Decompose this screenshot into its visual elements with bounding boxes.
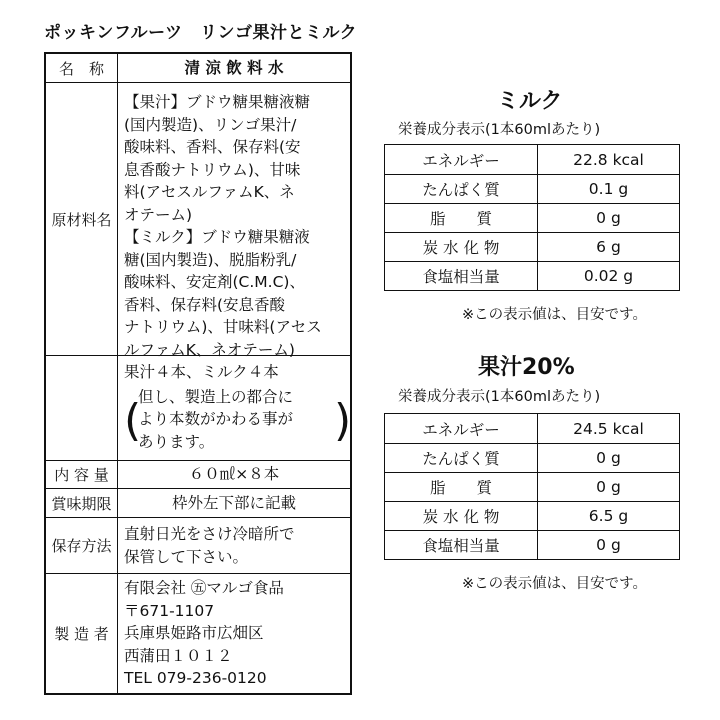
nutrition-value: 0 g	[596, 536, 621, 554]
ingredients-line: 酸味料、香料、保存料(安	[124, 138, 301, 156]
ingredients-header: 原材料名	[46, 83, 118, 355]
maker-row	[46, 573, 350, 693]
storage-row	[46, 517, 350, 573]
milk-nutrition-title: ミルク	[497, 89, 563, 114]
storage-value	[118, 518, 350, 573]
nutrition-row	[385, 472, 679, 501]
expiry-value: 枠外左下部に記載	[171, 493, 296, 512]
nutrition-label: たんぱく質	[385, 444, 538, 472]
contents-note-line: より本数がかわる事が	[138, 410, 294, 428]
ingredients-line: ルファムK、ネオテーム)	[124, 340, 295, 359]
nutrition-value: 0 g	[596, 449, 621, 467]
ingredients-line: 息香酸ナトリウム)、甘味	[124, 160, 301, 179]
nutrition-row	[385, 443, 679, 472]
maker-header: 製 造 者	[46, 574, 118, 693]
nutrition-label: 食塩相当量	[385, 531, 538, 559]
nutrition-row	[385, 261, 679, 290]
nutrition-row	[385, 232, 679, 261]
nutrition-label: エネルギー	[385, 414, 538, 443]
juice-nutrition-subtitle: 栄養成分表示(1本60mlあたり)	[398, 389, 601, 405]
ingredients-line: (国内製造)、リンゴ果汁/	[124, 115, 297, 134]
nutrition-value: 0.1 g	[588, 180, 629, 198]
nutrition-row	[385, 414, 679, 443]
nutrition-value: 0 g	[596, 209, 621, 227]
nutrition-label: たんぱく質	[385, 175, 538, 203]
contents-summary: 果汁４本、ミルク４本	[124, 363, 279, 381]
nutrition-row	[385, 145, 679, 174]
maker-line: 〒671-1107	[124, 601, 215, 620]
name-row	[46, 54, 350, 82]
ingredients-line: 【ミルク】ブドウ糖果糖液	[124, 228, 310, 246]
volume-value: ６０㎖×８本	[188, 465, 280, 484]
contents-row	[46, 355, 350, 460]
juice-nutrition-note: ※この表示値は、目安です。	[462, 576, 647, 592]
ingredients-line: 糖(国内製造)、脱脂粉乳/	[124, 250, 297, 269]
nutrition-label: 食塩相当量	[385, 262, 538, 290]
nutrition-value: 24.5 kcal	[573, 419, 644, 438]
volume-header: 内 容 量	[46, 461, 118, 488]
nutrition-label: 脂 質	[385, 473, 538, 501]
milk-nutrition-note: ※この表示値は、目安です。	[462, 307, 647, 323]
milk-nutrition-subtitle: 栄養成分表示(1本60mlあたり)	[398, 122, 601, 138]
ingredients-line: 酸味料、安定剤(C.M.C)、	[124, 273, 305, 291]
ingredients-line: 料(アセスルファムK、ネ	[124, 183, 295, 201]
maker-line: TEL 079-236-0120	[124, 669, 267, 688]
open-paren-glyph: (	[124, 394, 142, 446]
nutrition-value: 0.02 g	[583, 267, 634, 285]
contents-header	[46, 356, 118, 460]
nutrition-label: 炭 水 化 物	[385, 233, 538, 261]
nutrition-row	[385, 530, 679, 559]
product-label-table	[44, 52, 352, 695]
nutrition-label: 炭 水 化 物	[385, 502, 538, 530]
contents-note-line: 但し、製造上の都合に	[138, 387, 294, 406]
storage-line: 保管して下さい。	[124, 547, 249, 566]
milk-nutrition-table	[384, 144, 680, 291]
nutrition-value: 0 g	[596, 478, 621, 496]
name-value: 清 涼 飲 料 水	[184, 58, 284, 77]
contents-value	[118, 356, 350, 460]
contents-note-line: あります。	[138, 432, 215, 451]
nutrition-row	[385, 174, 679, 203]
nutrition-value: 22.8 kcal	[573, 150, 644, 169]
ingredients-row	[46, 82, 350, 359]
product-title: ポッキンフルーツ リンゴ果汁とミルク	[44, 23, 358, 43]
ingredients-line: オテーム)	[124, 205, 193, 224]
juice-nutrition-title: 果汁20%	[478, 355, 575, 380]
storage-line: 直射日光をさけ冷暗所で	[124, 525, 295, 543]
contents-note	[124, 386, 352, 456]
nutrition-label: エネルギー	[385, 145, 538, 174]
ingredients-line: 【果汁】ブドウ糖果糖液糖	[124, 93, 311, 111]
maker-line: 兵庫県姫路市広畑区	[124, 624, 264, 643]
ingredients-line: ナトリウム)、甘味料(アセス	[124, 318, 322, 336]
expiry-row	[46, 488, 350, 517]
juice-nutrition-table	[384, 413, 680, 560]
maker-value	[118, 574, 350, 693]
maker-line: 有限会社 ㊄マルゴ食品	[124, 579, 284, 598]
nutrition-value: 6.5 g	[588, 507, 629, 525]
maker-line: 西蒲田１０１２	[124, 646, 233, 665]
nutrition-label: 脂 質	[385, 204, 538, 232]
ingredients-value	[118, 83, 350, 359]
nutrition-row	[385, 203, 679, 232]
ingredients-line: 香料、保存料(安息香酸	[124, 295, 286, 314]
name-header: 名 称	[46, 54, 118, 82]
volume-row	[46, 460, 350, 488]
expiry-header: 賞味期限	[46, 489, 118, 517]
nutrition-value: 6 g	[596, 238, 621, 256]
storage-header: 保存方法	[46, 518, 118, 573]
nutrition-row	[385, 501, 679, 530]
close-paren-glyph: )	[334, 394, 352, 446]
